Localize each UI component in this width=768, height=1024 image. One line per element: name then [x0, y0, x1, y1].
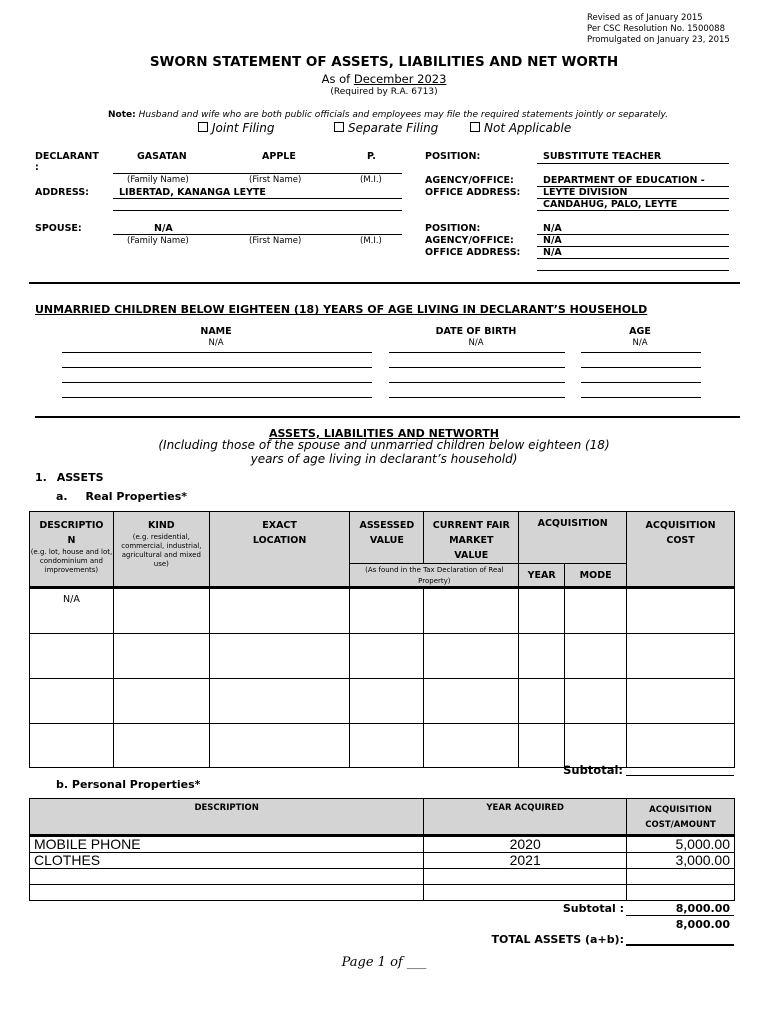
table-cell[interactable]: [627, 634, 735, 679]
table-cell[interactable]: [350, 724, 424, 768]
filing-option-label: Not Applicable: [484, 121, 572, 135]
children-line: [389, 397, 565, 398]
table-row: [30, 588, 735, 634]
header-description: [30, 512, 114, 588]
header-note: (As found in the Tax Declaration of Real Property): [365, 566, 504, 585]
total-assets-line: [626, 944, 734, 946]
page-number: Page 1 of ___: [341, 955, 427, 970]
real-label: Real Properties*: [85, 490, 187, 503]
header-text: MARKET: [449, 535, 494, 546]
header-cost: [627, 512, 735, 588]
section-divider: [29, 282, 740, 284]
office-address-line-2: [537, 210, 729, 211]
first-name-caption: (First Name): [249, 175, 302, 185]
children-line: [389, 382, 565, 383]
required-by: (Required by R.A. 6713): [330, 87, 438, 97]
header-text: KIND: [147, 520, 175, 531]
agency-label: AGENCY/OFFICE:: [425, 175, 514, 186]
children-line: [581, 397, 701, 398]
declarant-label: DECLARANT: [35, 151, 99, 162]
table-cell[interactable]: [565, 679, 627, 724]
children-line: [62, 397, 372, 398]
header-text: CURRENT FAIR: [432, 520, 510, 531]
row-year[interactable]: 2020: [424, 836, 627, 853]
filing-option-label: Joint Filing: [212, 121, 275, 135]
table-cell[interactable]: [627, 679, 735, 724]
table-cell[interactable]: [209, 588, 350, 634]
revised-text: Revised as of January 2015: [587, 13, 703, 23]
table-row: [30, 679, 735, 724]
row-description[interactable]: CLOTHES: [30, 853, 424, 869]
table-cell[interactable]: [209, 679, 350, 724]
table-cell[interactable]: [627, 885, 735, 901]
header-text: ASSESSED: [359, 520, 415, 531]
header-year: YEAR: [519, 564, 565, 588]
header-text: ACQUISITION: [649, 805, 712, 815]
children-age-value: N/A: [632, 338, 648, 348]
address-value: LIBERTAD, KANANGA LEYTE: [119, 187, 266, 198]
total-assets-value: 8,000.00: [675, 918, 730, 931]
table-cell[interactable]: [519, 724, 565, 768]
personal-subtotal-label: Subtotal :: [562, 902, 624, 915]
as-of-line: [0, 72, 768, 86]
table-cell[interactable]: [350, 634, 424, 679]
table-row: [30, 853, 735, 869]
children-line: [389, 352, 565, 353]
children-line: [62, 367, 372, 368]
spouse-office-address-line-2: [537, 270, 729, 271]
table-cell[interactable]: [350, 588, 424, 634]
section-divider: [35, 416, 740, 418]
assets-section-subtitle: [0, 439, 768, 466]
assets-number: 1.: [35, 471, 47, 484]
header-kind: [113, 512, 209, 588]
spouse-office-address-line: [537, 258, 729, 259]
table-cell[interactable]: [113, 679, 209, 724]
header-mode: MODE: [565, 564, 627, 588]
declarant-family-name: GASATAN: [137, 151, 187, 162]
agency-value: DEPARTMENT OF EDUCATION -: [543, 175, 705, 186]
table-cell[interactable]: [113, 634, 209, 679]
header-text: EXACT: [262, 520, 297, 531]
table-cell[interactable]: [30, 634, 114, 679]
header-cost: [627, 799, 735, 836]
table-cell[interactable]: [209, 634, 350, 679]
as-of-prefix: As of: [321, 72, 351, 86]
first-name-caption: (First Name): [249, 236, 302, 246]
spouse-position-value: N/A: [543, 223, 562, 234]
table-cell[interactable]: [627, 588, 735, 634]
address-line-2: [113, 210, 402, 211]
total-assets-label: TOTAL ASSETS (a+b):: [491, 933, 624, 946]
children-title: UNMARRIED CHILDREN BELOW EIGHTEEN (18) YEARS OF AGE LIVING IN DECLARANT’S HOUSEHOLD: [35, 303, 648, 316]
position-label: POSITION:: [425, 151, 481, 162]
revision-info: [587, 13, 730, 46]
table-cell[interactable]: [519, 634, 565, 679]
office-address-label: OFFICE ADDRESS:: [425, 187, 521, 198]
table-cell[interactable]: [424, 679, 519, 724]
header-text: ACQUISITION: [645, 520, 716, 531]
filing-option-separate[interactable]: [334, 121, 438, 135]
header-text: COST/AMOUNT: [645, 820, 716, 830]
header-market: [424, 512, 519, 564]
table-cell[interactable]: [424, 869, 627, 885]
children-line: [389, 367, 565, 368]
children-line: [581, 352, 701, 353]
declarant-first-name: APPLE: [262, 151, 296, 162]
table-cell[interactable]: [30, 679, 114, 724]
subtitle-line-2: years of age living in declarant’s household): [250, 451, 518, 466]
row-description[interactable]: N/A: [30, 588, 114, 634]
position-line: [537, 163, 729, 164]
resolution-text: Per CSC Resolution No. 1500088: [587, 24, 726, 34]
row-description[interactable]: MOBILE PHONE: [30, 836, 424, 853]
subtotal-line: [626, 915, 734, 916]
header-location: [209, 512, 350, 588]
mi-caption: (M.I.): [360, 236, 382, 246]
spouse-agency-line: [537, 246, 729, 247]
table-cell[interactable]: [565, 634, 627, 679]
table-row: [30, 724, 735, 768]
checkbox-icon[interactable]: [470, 122, 480, 132]
spouse-family-name: N/A: [154, 223, 173, 234]
header-text: N: [67, 535, 76, 546]
checkbox-icon[interactable]: [198, 122, 208, 132]
table-row: [30, 885, 735, 901]
header-acquisition: ACQUISITION: [519, 512, 627, 564]
filing-option-label: Separate Filing: [348, 121, 439, 135]
spouse-agency-value: N/A: [543, 235, 562, 246]
subtitle-line-1: (Including those of the spouse and unmarried children below eighteen (18): [158, 438, 610, 452]
header-tax-note: [350, 564, 519, 588]
note-label: Note:: [108, 110, 136, 120]
children-line: [581, 367, 701, 368]
spouse-office-address-value: N/A: [543, 247, 562, 258]
table-row: [30, 836, 735, 853]
table-cell[interactable]: [30, 869, 424, 885]
children-dob-value: N/A: [468, 338, 484, 348]
filing-option-joint[interactable]: [198, 121, 274, 135]
table-cell[interactable]: [424, 885, 627, 901]
header-text: DESCRIPTIO: [39, 520, 104, 531]
table-row: [30, 634, 735, 679]
real-properties-heading: [56, 490, 187, 503]
family-name-caption: (Family Name): [127, 175, 189, 185]
spouse-position-line: [537, 234, 729, 235]
header-assessed: [350, 512, 424, 564]
as-of-date: December 2023: [353, 72, 447, 86]
row-cost[interactable]: 5,000.00: [627, 836, 735, 853]
real-properties-table: [29, 511, 735, 768]
table-cell[interactable]: [113, 588, 209, 634]
real-subtotal-label: Subtotal:: [563, 763, 623, 777]
personal-properties-heading: b. Personal Properties*: [56, 778, 201, 791]
table-row: [30, 869, 735, 885]
mi-caption: (M.I.): [360, 175, 382, 185]
office-address-value-2: CANDAHUG, PALO, LEYTE: [543, 199, 678, 210]
children-line: [62, 382, 372, 383]
header-text: COST: [666, 535, 695, 546]
assets-heading: [35, 471, 104, 484]
header-description: DESCRIPTION: [30, 799, 424, 836]
table-cell[interactable]: [519, 588, 565, 634]
table-cell[interactable]: [565, 724, 627, 768]
table-cell[interactable]: [424, 634, 519, 679]
header-text: VALUE: [369, 535, 404, 546]
spouse-label: SPOUSE:: [35, 223, 82, 234]
personal-subtotal-value: 8,000.00: [675, 902, 730, 915]
assets-section-title: ASSETS, LIABILITIES AND NETWORTH: [269, 427, 499, 440]
real-subtotal-line[interactable]: [626, 775, 734, 776]
children-col-age: AGE: [629, 326, 651, 337]
table-cell[interactable]: [30, 724, 114, 768]
assets-label: ASSETS: [56, 471, 104, 484]
header-year-acquired: YEAR ACQUIRED: [424, 799, 627, 836]
table-cell[interactable]: [113, 724, 209, 768]
header-note: (e.g. lot, house and lot, condominium and improvements): [30, 548, 113, 574]
spouse-agency-label: AGENCY/OFFICE:: [425, 235, 514, 246]
spouse-name-line: [113, 234, 402, 235]
row-year[interactable]: 2021: [424, 853, 627, 869]
address-line: [113, 198, 402, 199]
table-cell[interactable]: [30, 885, 424, 901]
filing-option-na[interactable]: [470, 121, 571, 135]
checkbox-icon[interactable]: [334, 122, 344, 132]
office-address-value-1: LEYTE DIVISION: [543, 187, 628, 198]
spouse-position-label: POSITION:: [425, 223, 481, 234]
address-label: ADDRESS:: [35, 187, 89, 198]
position-value: SUBSTITUTE TEACHER: [543, 151, 662, 162]
children-line: [581, 382, 701, 383]
children-col-dob: DATE OF BIRTH: [435, 326, 517, 337]
children-col-name: NAME: [200, 326, 232, 337]
family-name-caption: (Family Name): [127, 236, 189, 246]
header-text: LOCATION: [252, 535, 307, 546]
note-text: Husband and wife who are both public officials and employees may file the required statements jointly or separately.: [138, 110, 668, 120]
table-cell[interactable]: [350, 679, 424, 724]
personal-properties-table: [29, 798, 735, 901]
row-cost[interactable]: 3,000.00: [627, 853, 735, 869]
page-title: SWORN STATEMENT OF ASSETS, LIABILITIES AND NET WORTH: [149, 54, 619, 70]
header-note: (e.g. residential, commercial, industrial, agricultural and mixed use): [121, 533, 202, 568]
declarant-colon: :: [35, 162, 39, 173]
table-cell[interactable]: [627, 869, 735, 885]
real-number: a.: [56, 490, 68, 503]
children-name-value: N/A: [208, 338, 224, 348]
note: [0, 110, 768, 120]
spouse-office-address-label: OFFICE ADDRESS:: [425, 247, 521, 258]
promulgated-text: Promulgated on January 23, 2015: [587, 35, 730, 45]
declarant-mi: P.: [367, 151, 376, 162]
table-cell[interactable]: [565, 588, 627, 634]
header-text: VALUE: [454, 550, 489, 561]
table-cell[interactable]: [627, 724, 735, 768]
table-cell[interactable]: [209, 724, 350, 768]
declarant-name-line: [113, 173, 402, 174]
table-cell[interactable]: [424, 724, 519, 768]
children-line: [62, 352, 372, 353]
table-cell[interactable]: [424, 588, 519, 634]
table-cell[interactable]: [519, 679, 565, 724]
